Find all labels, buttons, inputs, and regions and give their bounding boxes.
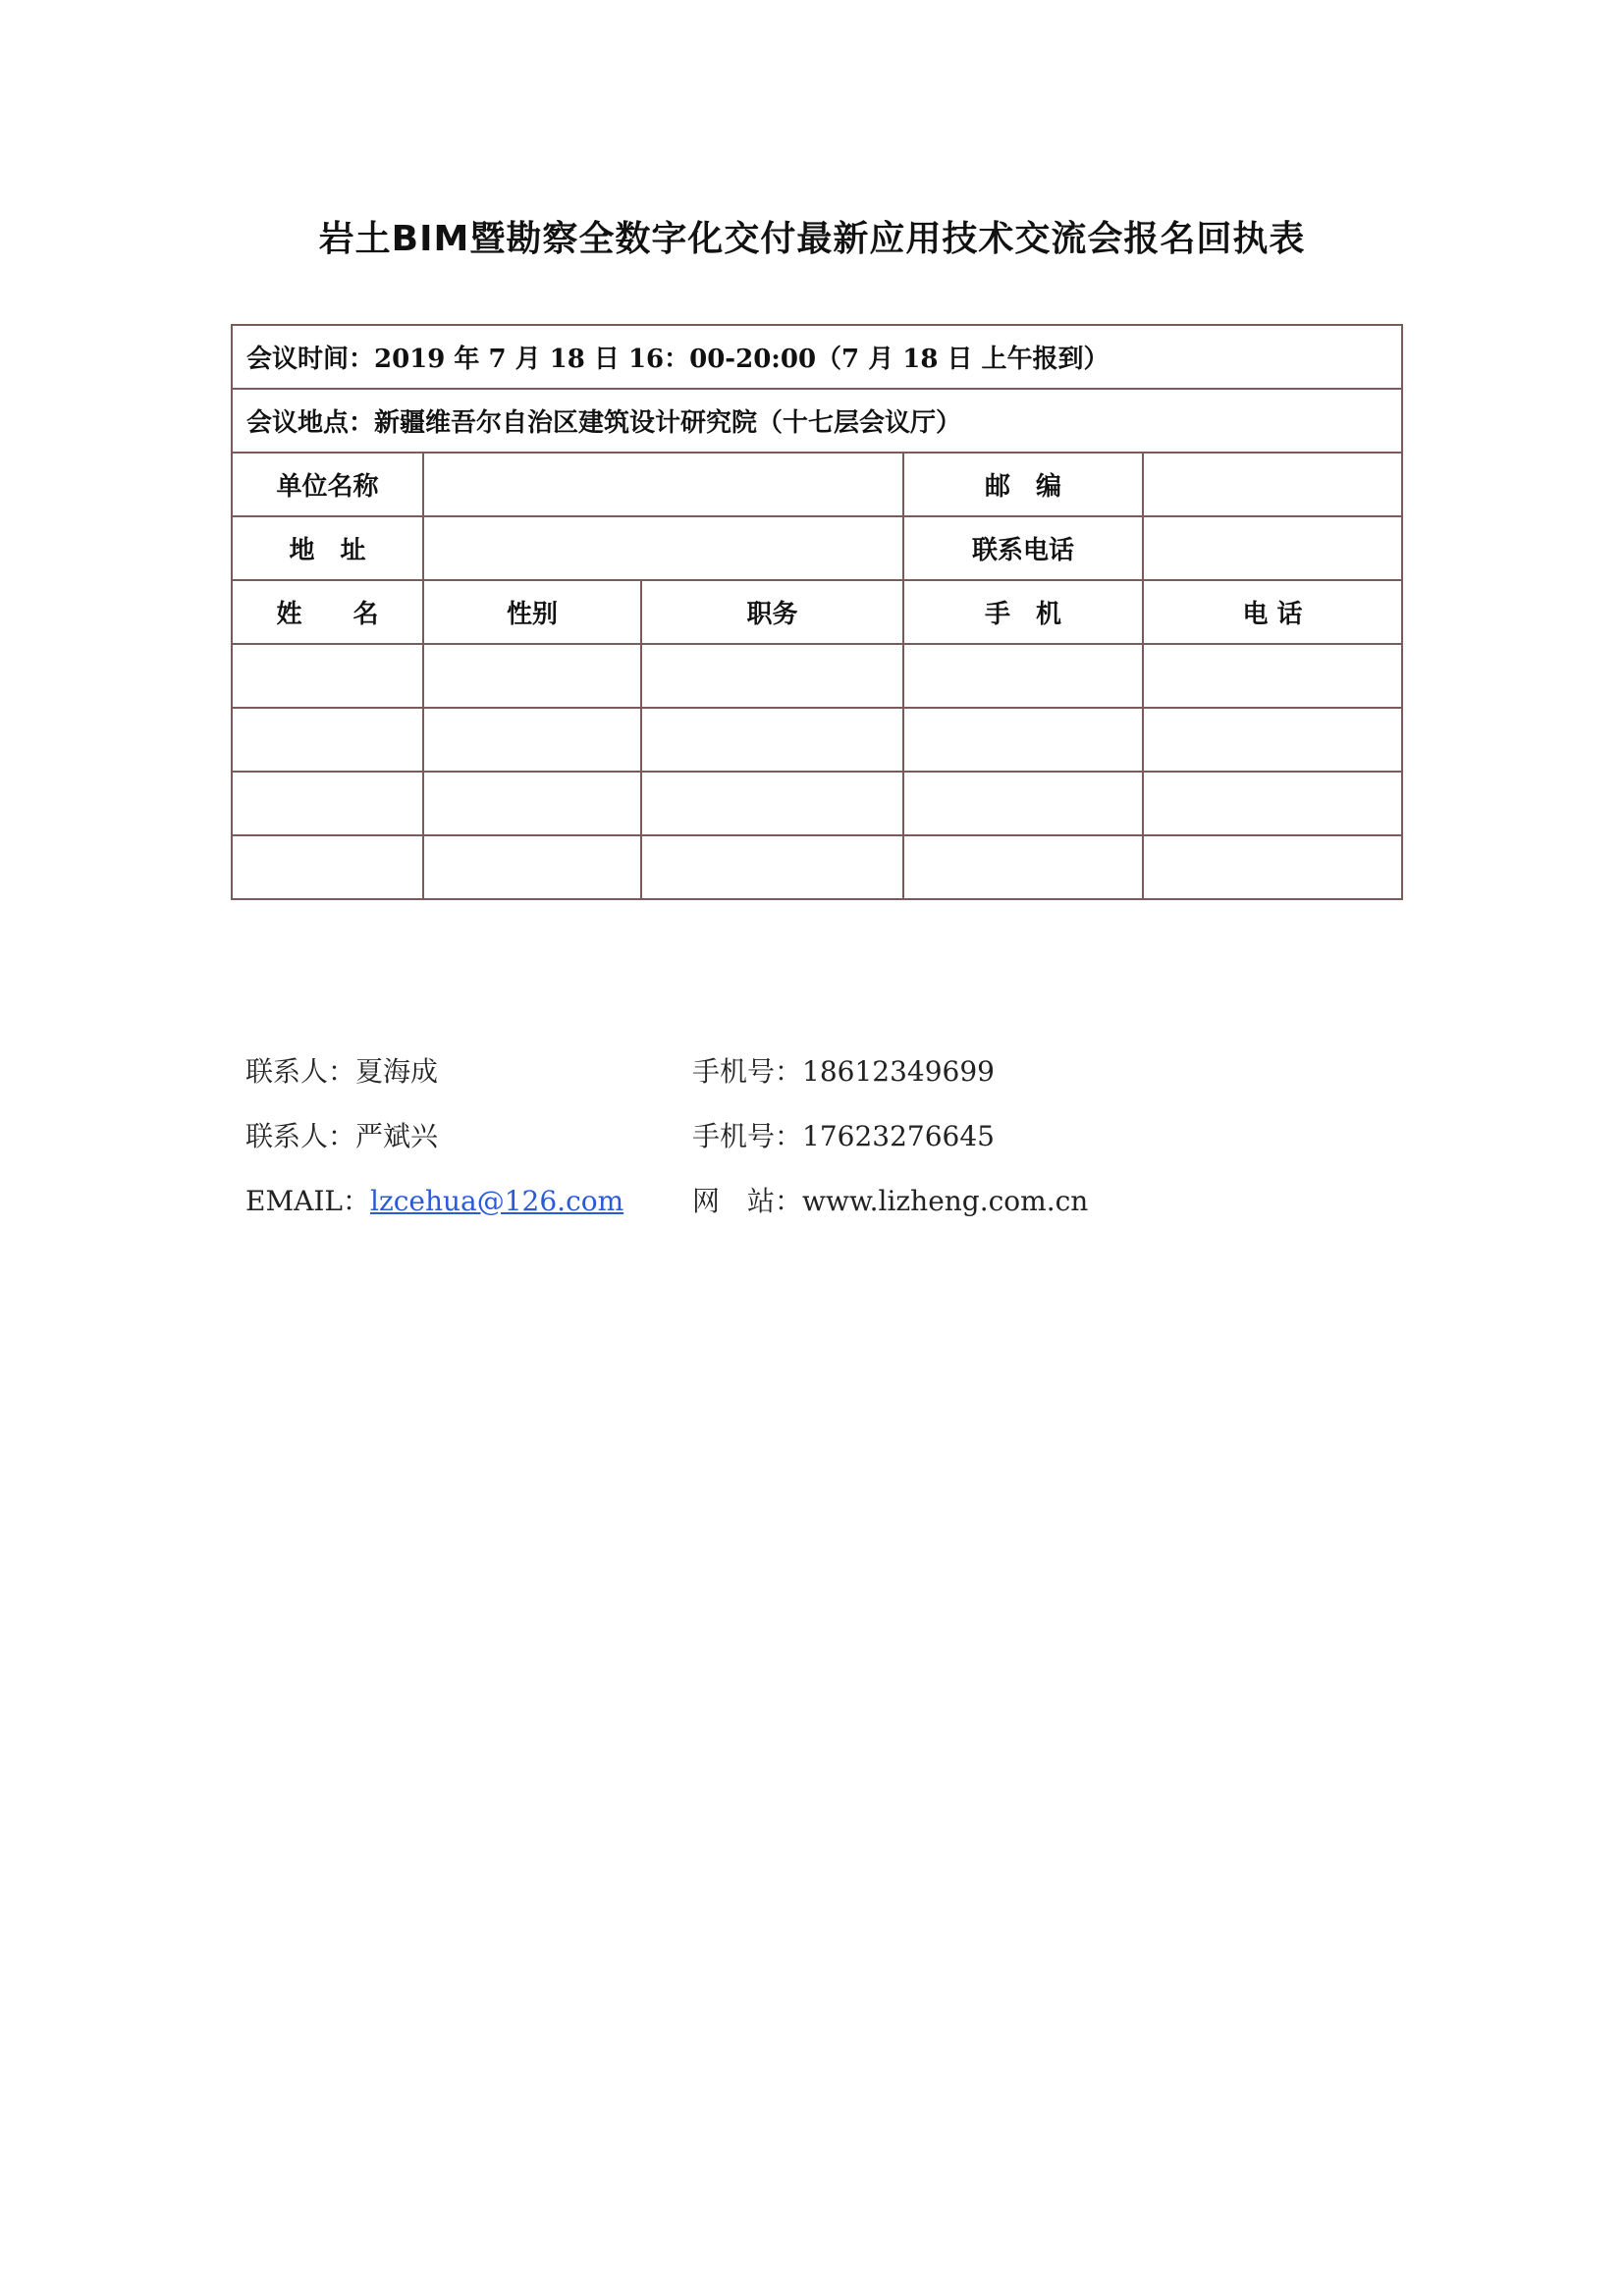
website-url: www.lizheng.com.cn bbox=[802, 1185, 1089, 1217]
meeting-time: 会议时间：2019 年 7 月 18 日 16：00-20:00（7 月 18 日 上午报到） bbox=[232, 325, 1402, 389]
attendee-mobile-cell[interactable] bbox=[903, 708, 1143, 772]
postcode-label: 邮 编 bbox=[903, 453, 1143, 516]
address-label: 地 址 bbox=[232, 516, 423, 580]
attendee-gender-cell[interactable] bbox=[423, 772, 641, 835]
unit-name-field[interactable] bbox=[423, 453, 903, 516]
contact-phone-field[interactable] bbox=[1143, 516, 1402, 580]
column-header-gender: 性别 bbox=[423, 580, 641, 644]
postcode-field[interactable] bbox=[1143, 453, 1402, 516]
meeting-place: 会议地点：新疆维吾尔自治区建筑设计研究院（十七层会议厅） bbox=[232, 389, 1402, 453]
column-header-position: 职务 bbox=[641, 580, 903, 644]
column-header-name: 姓 名 bbox=[232, 580, 423, 644]
contact-mobile-2: 手机号：17623276645 bbox=[692, 1120, 995, 1152]
contact-mobile-1: 手机号：18612349699 bbox=[692, 1055, 995, 1088]
website-label: 网 站： bbox=[692, 1185, 803, 1217]
unit-row bbox=[232, 453, 1402, 516]
attendee-gender-cell[interactable] bbox=[423, 644, 641, 708]
column-header-phone: 电 话 bbox=[1143, 580, 1402, 644]
attendee-position-cell[interactable] bbox=[641, 644, 903, 708]
email-link[interactable]: lzcehua@126.com bbox=[370, 1185, 624, 1217]
attendee-position-cell[interactable] bbox=[641, 708, 903, 772]
email-label: EMAIL： bbox=[245, 1185, 370, 1217]
registration-form-table bbox=[231, 324, 1403, 900]
contact-person-1: 联系人：夏海成 bbox=[245, 1055, 439, 1088]
page-title: 岩土BIM暨勘察全数字化交付最新应用技术交流会报名回执表 bbox=[318, 219, 1306, 259]
column-header-row bbox=[232, 580, 1402, 644]
attendee-gender-cell[interactable] bbox=[423, 835, 641, 899]
column-header-mobile: 手 机 bbox=[903, 580, 1143, 644]
attendee-phone-cell[interactable] bbox=[1143, 835, 1402, 899]
attendee-phone-cell[interactable] bbox=[1143, 772, 1402, 835]
attendee-name-cell[interactable] bbox=[232, 835, 423, 899]
email-line bbox=[245, 1180, 623, 1219]
website-line bbox=[692, 1180, 1088, 1219]
attendee-mobile-cell[interactable] bbox=[903, 835, 1143, 899]
attendee-position-cell[interactable] bbox=[641, 835, 903, 899]
address-field[interactable] bbox=[423, 516, 903, 580]
attendee-gender-cell[interactable] bbox=[423, 708, 641, 772]
table-row bbox=[232, 835, 1402, 899]
attendee-mobile-cell[interactable] bbox=[903, 644, 1143, 708]
unit-name-label: 单位名称 bbox=[232, 453, 423, 516]
attendee-position-cell[interactable] bbox=[641, 772, 903, 835]
table-row bbox=[232, 708, 1402, 772]
attendee-name-cell[interactable] bbox=[232, 708, 423, 772]
contact-person-2: 联系人：严斌兴 bbox=[245, 1120, 439, 1152]
table-row bbox=[232, 644, 1402, 708]
attendee-phone-cell[interactable] bbox=[1143, 708, 1402, 772]
table-row bbox=[232, 772, 1402, 835]
meeting-time-row bbox=[232, 325, 1402, 389]
attendee-name-cell[interactable] bbox=[232, 644, 423, 708]
attendee-phone-cell[interactable] bbox=[1143, 644, 1402, 708]
meeting-place-row bbox=[232, 389, 1402, 453]
contact-phone-label: 联系电话 bbox=[903, 516, 1143, 580]
address-row bbox=[232, 516, 1402, 580]
attendee-mobile-cell[interactable] bbox=[903, 772, 1143, 835]
attendee-name-cell[interactable] bbox=[232, 772, 423, 835]
